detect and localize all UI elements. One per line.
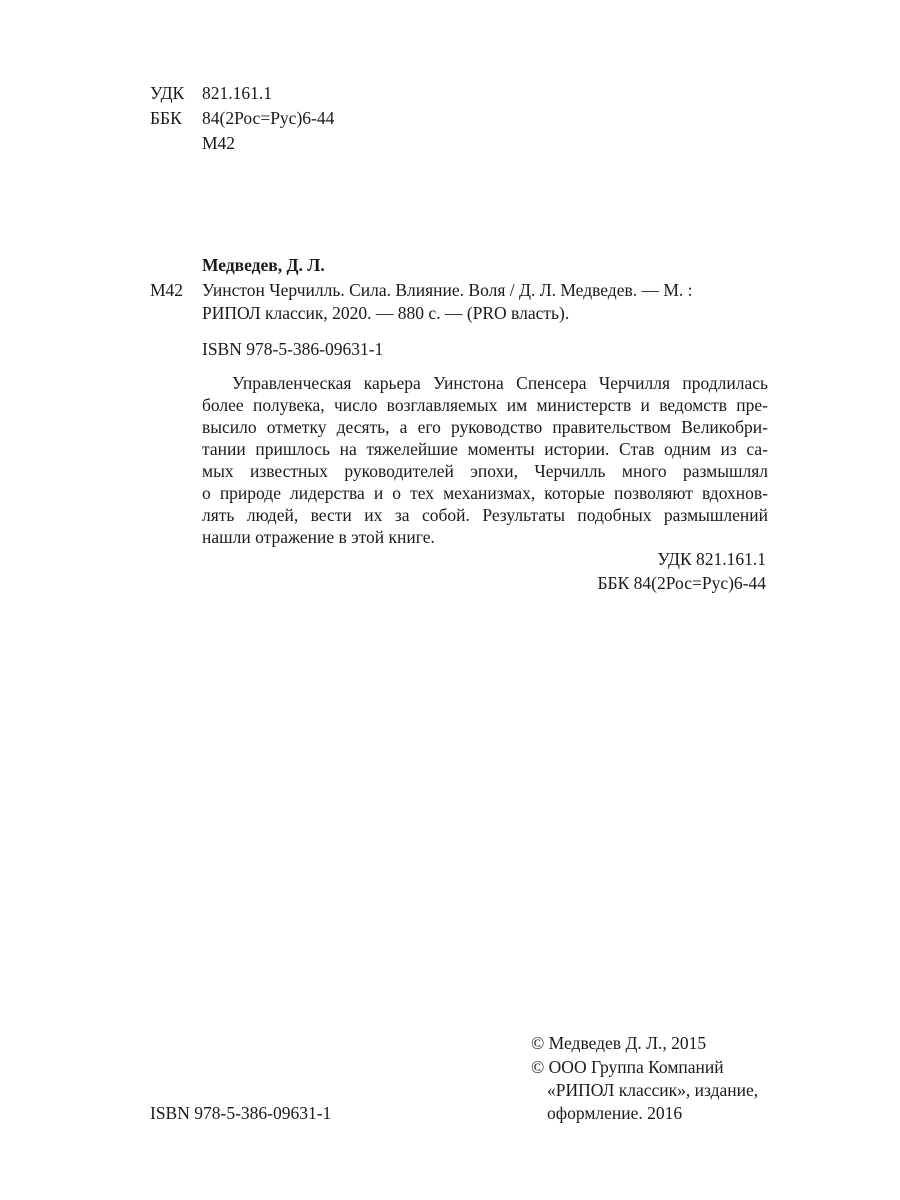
udk-row [150, 82, 272, 104]
copyright-publisher-cont: «РИПОЛ классик», издание, [547, 1080, 759, 1100]
copyright-author: © Медведев Д. Л., 2015 [531, 1033, 707, 1053]
title-line-1: Уинстон Черчилль. Сила. Влияние. Воля / Д. Л. Медведев. — М. : [202, 280, 693, 300]
author-heading: Медведев, Д. Л. [202, 255, 325, 275]
annotation-line: тании пришлось на тяжелейшие моменты истории. Став одним из са- [202, 439, 768, 459]
author-mark-record: М42 [150, 280, 184, 300]
author-mark-top: М42 [202, 133, 236, 153]
title-line-2: РИПОЛ классик, 2020. — 880 с. — (PRO власть). [202, 303, 570, 323]
annotation-line: высило отметку десять, а его руководство правительством Великобри- [202, 417, 768, 437]
annotation-line: лять людей, вести их за собой. Результаты подобных размышлений [202, 505, 768, 525]
udk-label: УДК [150, 83, 185, 103]
annotation-line: мых известных руководителей эпохи, Черчилль много размышлял [202, 461, 768, 481]
bottom-udk: УДК 821.161.1 [657, 549, 766, 569]
copyright-publisher: © ООО Группа Компаний [531, 1057, 724, 1077]
bbk-row [150, 107, 334, 129]
annotation-line: нашли отражение в этой книге. [202, 527, 435, 547]
annotation-line: более полувека, число возглавляемых им министерств и ведомств пре- [202, 395, 768, 415]
record-isbn: ISBN 978-5-386-09631-1 [202, 339, 384, 359]
udk-value: 821.161.1 [202, 83, 272, 103]
copyright-publisher-end: оформление. 2016 [547, 1103, 683, 1123]
annotation [202, 372, 768, 548]
bbk-value: 84(2Рос=Рус)6-44 [202, 108, 335, 128]
bbk-label: ББК [150, 108, 182, 128]
bottom-bbk: ББК 84(2Рос=Рус)6-44 [597, 573, 766, 593]
annotation-line: о природе лидерства и о тех механизмах, которые позволяют вдохнов- [202, 483, 768, 503]
annotation-line: Управленческая карьера Уинстона Спенсера Черчилля продлилась [232, 373, 768, 393]
footer-isbn: ISBN 978-5-386-09631-1 [150, 1103, 332, 1123]
